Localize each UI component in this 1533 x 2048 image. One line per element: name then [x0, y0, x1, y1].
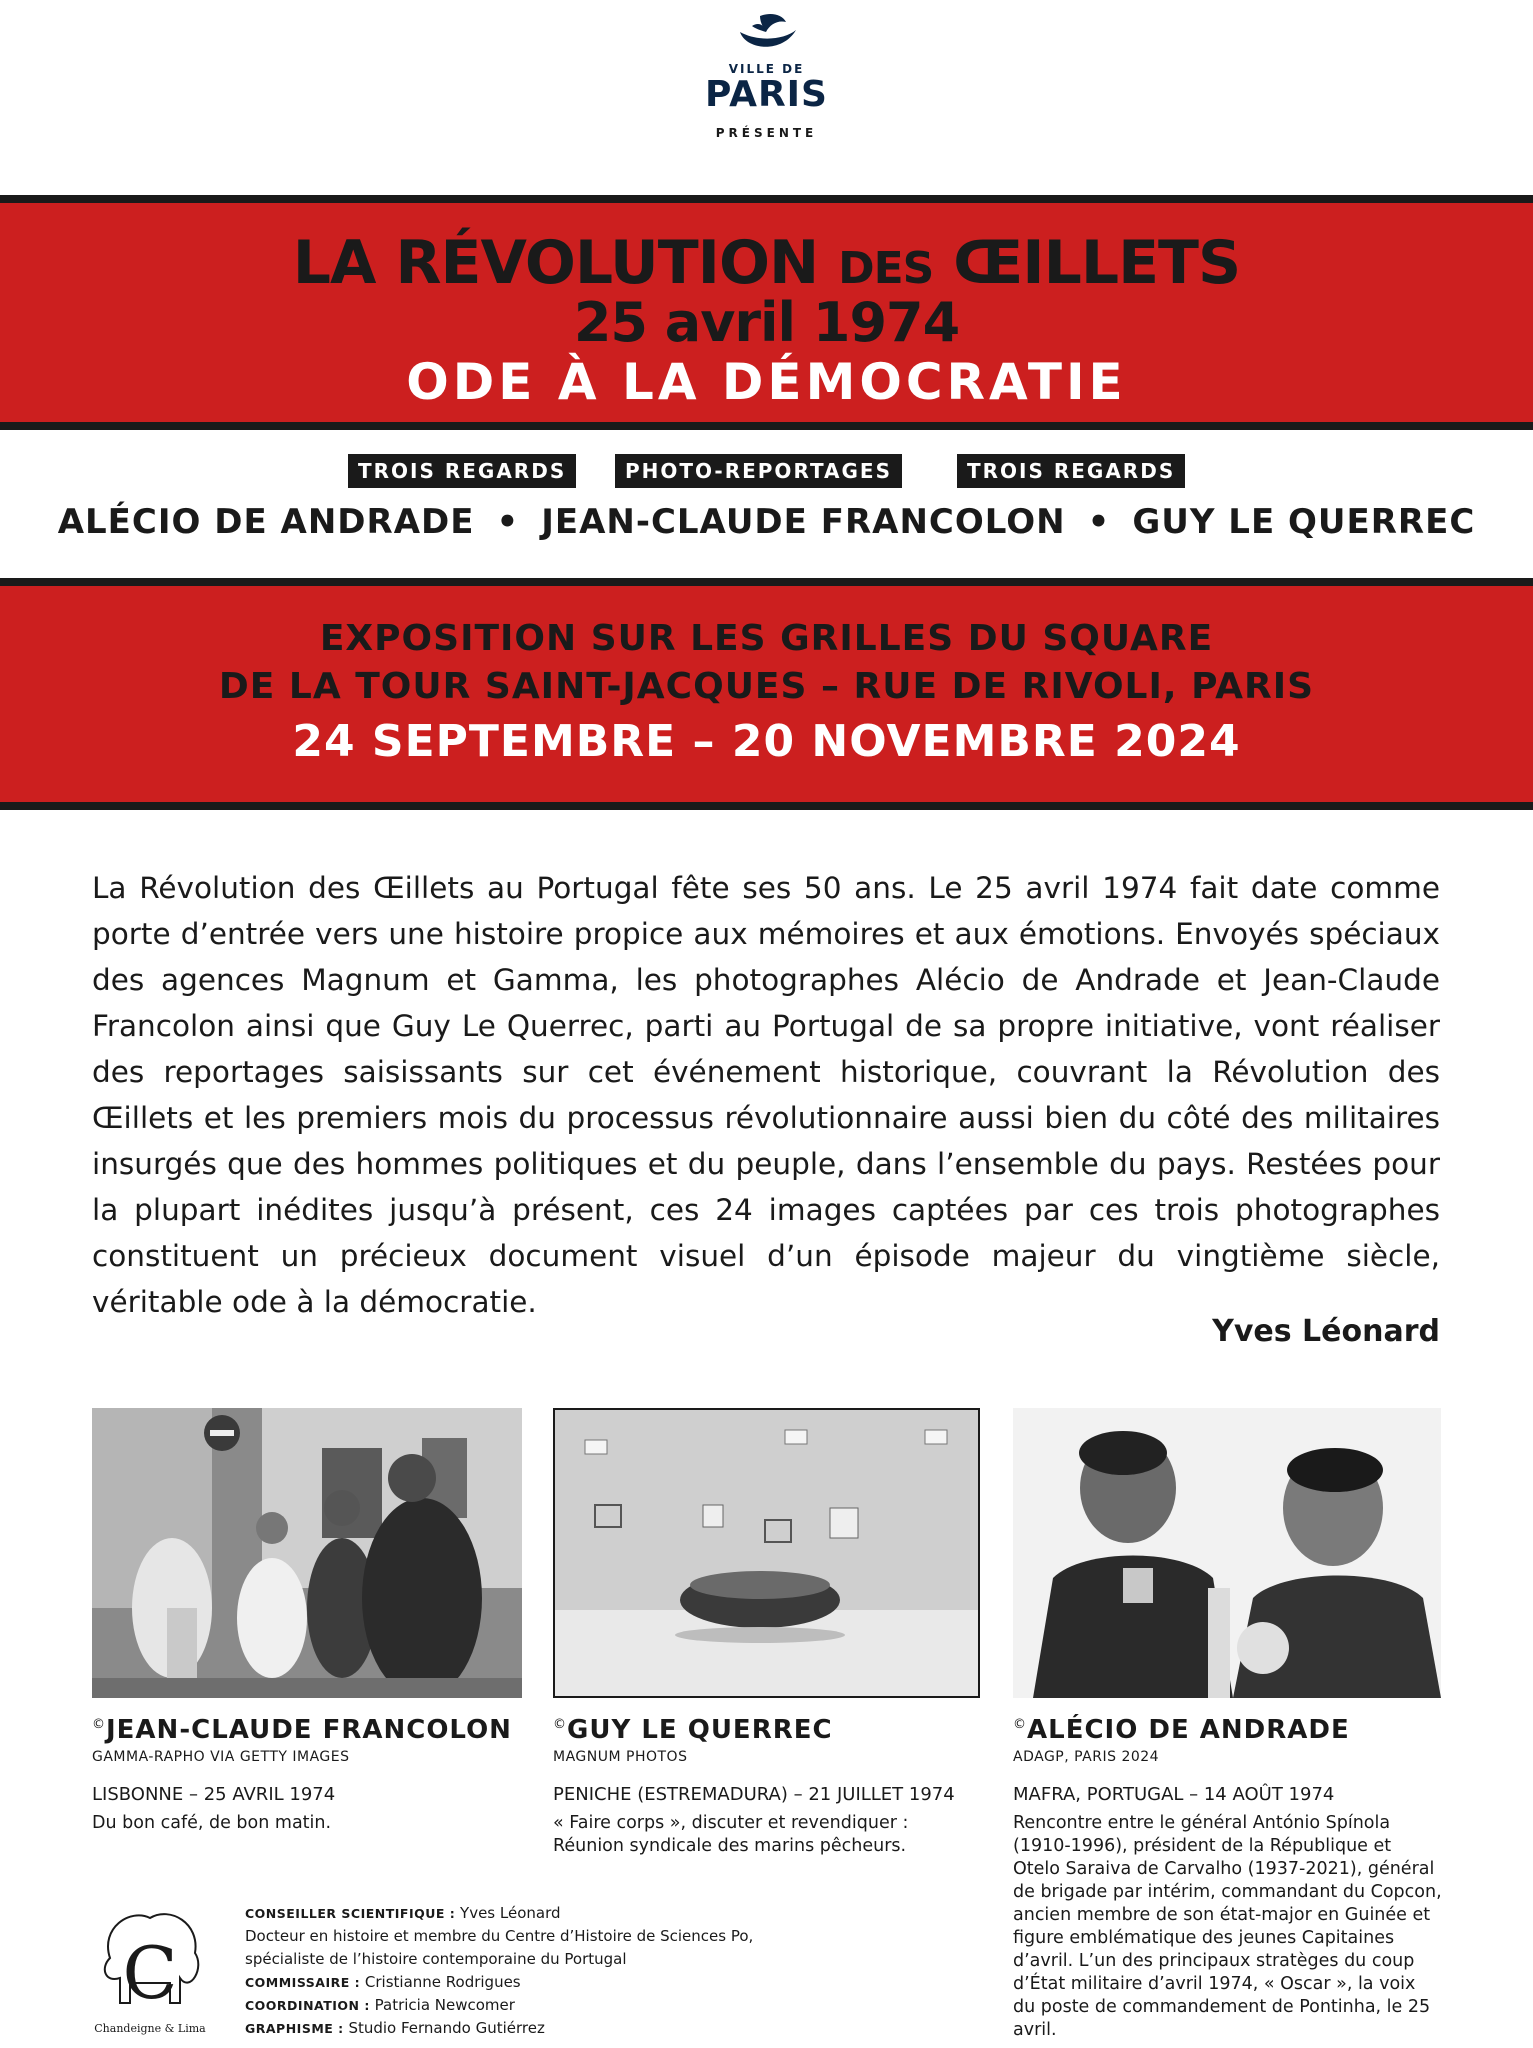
- advisor-name: Yves Léonard: [455, 1904, 561, 1922]
- photo-caption: « Faire corps », discuter et revendiquer : Réunion syndicale des marins pêcheurs.: [553, 1813, 909, 1856]
- photo-credit: [92, 1715, 512, 1745]
- photographer-name: ALÉCIO DE ANDRADE: [57, 502, 475, 542]
- elephant-c-logo-icon: [90, 1898, 210, 2016]
- curator-label: COMMISSAIRE :: [245, 1975, 361, 1990]
- copyright-symbol: ©: [92, 1717, 106, 1732]
- intro-paragraph: La Révolution des Œillets au Portugal fête ses 50 ans. Le 25 avril 1974 fait date comme porte d’entrée vers une histoire propice aux mémoires et aux émotions. Envoyés spéciaux des agences Magnum et Gamma, les photographes Alécio de Andrade et Jean-Claude Francolon ainsi que Guy Le Querrec, parti au Portugal de sa propre initiative, vont réaliser des reportages saisissants sur cet événement historique, couvrant la Révolution des Œillets et les premiers mois du processus révolutionnaire aussi bien du côté des militaires insurgés que des hommes politiques et du peuple, dans l’ensemble du pays. Restées pour la plupart inédites jusqu’à présent, ces 24 images captées par ces trois photographes constituent un précieux document visuel d’un épisode majeur du vingtième siècle, véritable ode à la démocratie.: [92, 871, 1440, 1319]
- title-subtitle: ODE À LA DÉMOCRATIE: [406, 353, 1127, 411]
- photo-credit: [1013, 1715, 1350, 1745]
- design-name: Studio Fernando Gutiérrez: [343, 2019, 545, 2037]
- footer-credits: [245, 1902, 753, 2040]
- ville-de-paris-logo: [0, 10, 1533, 140]
- photo-francolon: [92, 1408, 522, 1698]
- advisor-label: CONSEILLER SCIENTIFIQUE :: [245, 1906, 456, 1921]
- photo-credit: [553, 1715, 833, 1745]
- advisor-bio-1: Docteur en histoire et membre du Centre d’Histoire de Sciences Po,: [245, 1927, 754, 1945]
- tag-photo-reportages: PHOTO-REPORTAGES: [615, 454, 902, 488]
- advisor-bio-2: spécialiste de l’histoire contemporaine du Portugal: [245, 1950, 627, 1968]
- photographer-name: GUY LE QUERREC: [1132, 502, 1476, 542]
- publisher-name: Chandeigne & Lima: [94, 2022, 206, 2035]
- exhibition-band: [0, 578, 1533, 810]
- photographers-line: [0, 502, 1533, 542]
- photographer-credit: JEAN-CLAUDE FRANCOLON: [106, 1715, 512, 1745]
- tag-trois-regards-1: TROIS REGARDS: [348, 454, 576, 488]
- copyright-symbol: ©: [553, 1717, 567, 1732]
- logo-ville-de: VILLE DE: [728, 62, 805, 76]
- photo-place-date: LISBONNE – 25 AVRIL 1974: [92, 1784, 336, 1805]
- coordination-label: COORDINATION :: [245, 1998, 370, 2013]
- main-title: [0, 228, 1533, 298]
- design-label: GRAPHISME :: [245, 2021, 344, 2036]
- title-band: [0, 195, 1533, 430]
- exhibition-location-1: EXPOSITION SUR LES GRILLES DU SQUARE: [319, 618, 1214, 659]
- intro-author: Yves Léonard: [1212, 1314, 1440, 1349]
- photo-agency: GAMMA-RAPHO VIA GETTY IMAGES: [92, 1749, 350, 1765]
- publisher-logo: [80, 1898, 220, 2035]
- curator-name: Cristianne Rodrigues: [360, 1973, 521, 1991]
- title-part-c: ŒILLETS: [933, 228, 1241, 298]
- exhibition-dates: 24 SEPTEMBRE – 20 NOVEMBRE 2024: [292, 716, 1241, 767]
- coordination-name: Patricia Newcomer: [369, 1996, 515, 2014]
- photo-place-date: PENICHE (ESTREMADURA) – 21 JUILLET 1974: [553, 1784, 955, 1805]
- photo-place-date: MAFRA, PORTUGAL – 14 AOÛT 1974: [1013, 1784, 1335, 1805]
- copyright-symbol: ©: [1013, 1717, 1027, 1732]
- title-part-a: LA RÉVOLUTION: [292, 228, 839, 298]
- title-part-b: DES: [838, 243, 934, 294]
- separator-dot: •: [496, 502, 520, 542]
- photographer-name: JEAN-CLAUDE FRANCOLON: [541, 502, 1066, 542]
- photo-caption: Du bon café, de bon matin.: [92, 1813, 332, 1833]
- logo-paris: PARIS: [705, 74, 828, 115]
- photographer-credit: GUY LE QUERREC: [567, 1715, 833, 1745]
- title-date: 25 avril 1974: [573, 291, 960, 354]
- photo-agency: MAGNUM PHOTOS: [553, 1749, 688, 1765]
- photographer-credit: ALÉCIO DE ANDRADE: [1027, 1715, 1350, 1745]
- paris-ship-icon: [732, 10, 802, 60]
- presents-label: PRÉSENTE: [715, 126, 818, 140]
- exhibition-location-2: DE LA TOUR SAINT-JACQUES – RUE DE RIVOLI, PARIS: [218, 666, 1315, 707]
- photo-le-querrec: [553, 1408, 980, 1698]
- photo-caption: Rencontre entre le général António Spínola (1910-1996), président de la République et Otelo Saraiva de Carvalho (1937-2021), général de brigade par intérim, commandant du Copcon, ancien membre de son état-major en Guinée et figure emblématique des jeunes Capitaines d’avril. L’un des principaux stratèges du coup d’État militaire d’avril 1974, « Oscar », la voix du poste de commandement de Pontinha, le 25 avril.: [1013, 1813, 1442, 2040]
- separator-dot: •: [1087, 502, 1111, 542]
- publisher-letter: C: [122, 1931, 178, 2015]
- tag-trois-regards-2: TROIS REGARDS: [957, 454, 1185, 488]
- photo-andrade: [1013, 1408, 1441, 1698]
- photo-agency: ADAGP, PARIS 2024: [1013, 1749, 1160, 1765]
